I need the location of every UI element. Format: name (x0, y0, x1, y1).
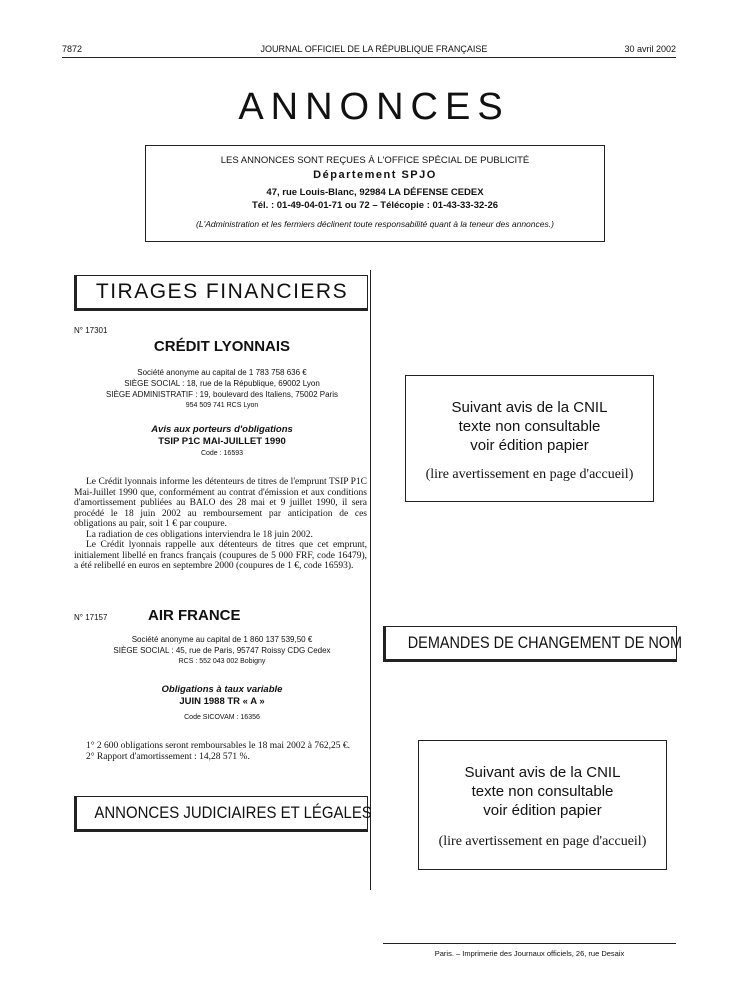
notice-heading (74, 424, 370, 460)
notice-number: N° 17301 (74, 326, 108, 335)
notice-code: Code : 16593 (200, 450, 244, 457)
company-details (74, 634, 370, 667)
imprint: Paris. – Imprimerie des Journaux officiels, 26, rue Desaix (434, 949, 625, 958)
notice-emprunt: TSIP P1C MAI-JUILLET 1990 (158, 436, 286, 447)
office-disclaimer: (L'Administration et les fermiers déclinent toute responsabilité quant à la teneur des annonces.) (196, 219, 554, 229)
cnil-notice (405, 375, 654, 502)
cnil-line: voir édition papier (483, 802, 602, 819)
company-rcs: RCS : 552 043 002 Bobigny (178, 658, 266, 665)
company-name: AIR FRANCE (148, 607, 241, 624)
header-rule (62, 57, 676, 58)
notice-body (74, 741, 367, 762)
company-capital: Société anonyme au capital de 1 860 137 539,50 € (131, 635, 313, 644)
section-title: ANNONCES JUDICIAIRES ET LÉGALES (94, 803, 372, 822)
footer-rule (383, 943, 676, 944)
cnil-note: (lire avertissement en page d'accueil) (438, 834, 647, 849)
office-address: 47, rue Louis-Blanc, 92984 LA DÉFENSE CEDEX (266, 187, 484, 198)
company-name: CRÉDIT LYONNAIS (153, 338, 291, 355)
section-changement-de-nom (383, 626, 683, 662)
cnil-line: Suivant avis de la CNIL (464, 764, 621, 781)
cnil-line: texte non consultable (471, 783, 614, 800)
column-divider (370, 270, 371, 890)
company-siege-social: SIÈGE SOCIAL : 18, rue de la République, 69002 Lyon (124, 379, 320, 388)
section-tirages-financiers (74, 275, 368, 311)
notice-item: 1° 2 600 obligations seront remboursables le 18 mai 2002 à 762,25 €. (86, 741, 350, 751)
company-details (74, 367, 370, 411)
notice-emprunt: JUIN 1988 TR « A » (179, 696, 265, 707)
issue-date: 30 avril 2002 (624, 44, 676, 54)
notice-paragraph: Le Crédit lyonnais rappelle aux détenteurs de titres que cet emprunt, initialement libellé en francs français (coupures de 5 000 FRF, code 16479), a été relibellé en euros en septembre 2000 (coupures de 1 €, code 16593). (74, 540, 367, 571)
notice-heading (74, 684, 370, 724)
office-phones: Tél. : 01-49-04-01-71 ou 72 – Télécopie : 01-43-33-32-26 (251, 200, 499, 211)
cnil-line: voir édition papier (470, 437, 589, 454)
journal-title: JOURNAL OFFICIEL DE LA RÉPUBLIQUE FRANÇAISE (260, 44, 488, 54)
section-title: DEMANDES DE CHANGEMENT DE NOM (407, 633, 683, 652)
section-title: TIRAGES FINANCIERS (95, 280, 349, 303)
office-department: Département SPJO (313, 169, 437, 181)
notice-body (74, 477, 367, 572)
company-rcs: 954 509 741 RCS Lyon (185, 402, 259, 409)
notice-paragraph: Le Crédit lyonnais informe les détenteurs de titres de l'emprunt TSIP P1C Mai-Juillet 1990 que, conformément au contrat d'émission et aux conditions d'amortissement publiées au BALO des 28 mai et 9 juillet 1990, il sera procédé le 18 juin 2002 au remboursement par anticipation de ces obligations au pair, soit 1 € par coupure. (74, 477, 367, 529)
notice-avis: Avis aux porteurs d'obligations (151, 424, 293, 435)
notice-number: N° 17157 (74, 613, 108, 622)
notice-item: 2° Rapport d'amortissement : 14,28 571 %. (86, 751, 250, 762)
page-number: 7872 (62, 44, 83, 54)
cnil-line: Suivant avis de la CNIL (451, 399, 608, 416)
section-annonces-judiciaires (74, 796, 372, 832)
company-capital: Société anonyme au capital de 1 783 758 636 € (137, 368, 307, 377)
office-line1: LES ANNONCES SONT REÇUES À L'OFFICE SPÉCIAL DE PUBLICITÉ (220, 155, 530, 166)
notice-obligations: Obligations à taux variable (161, 684, 283, 695)
cnil-note: (lire avertissement en page d'accueil) (425, 467, 634, 482)
office-box (145, 145, 605, 242)
masthead: ANNONCES (238, 86, 510, 128)
notice-code: Code SICOVAM : 16356 (184, 714, 260, 721)
company-siege-social: SIÈGE SOCIAL : 45, rue de Paris, 95747 Roissy CDG Cedex (113, 646, 331, 655)
notice-paragraph: La radiation de ces obligations interviendra le 18 juin 2002. (86, 529, 313, 540)
cnil-notice (418, 740, 667, 870)
company-siege-admin: SIÈGE ADMINISTRATIF : 19, boulevard des Italiens, 75002 Paris (106, 390, 338, 399)
cnil-line: texte non consultable (458, 418, 601, 435)
